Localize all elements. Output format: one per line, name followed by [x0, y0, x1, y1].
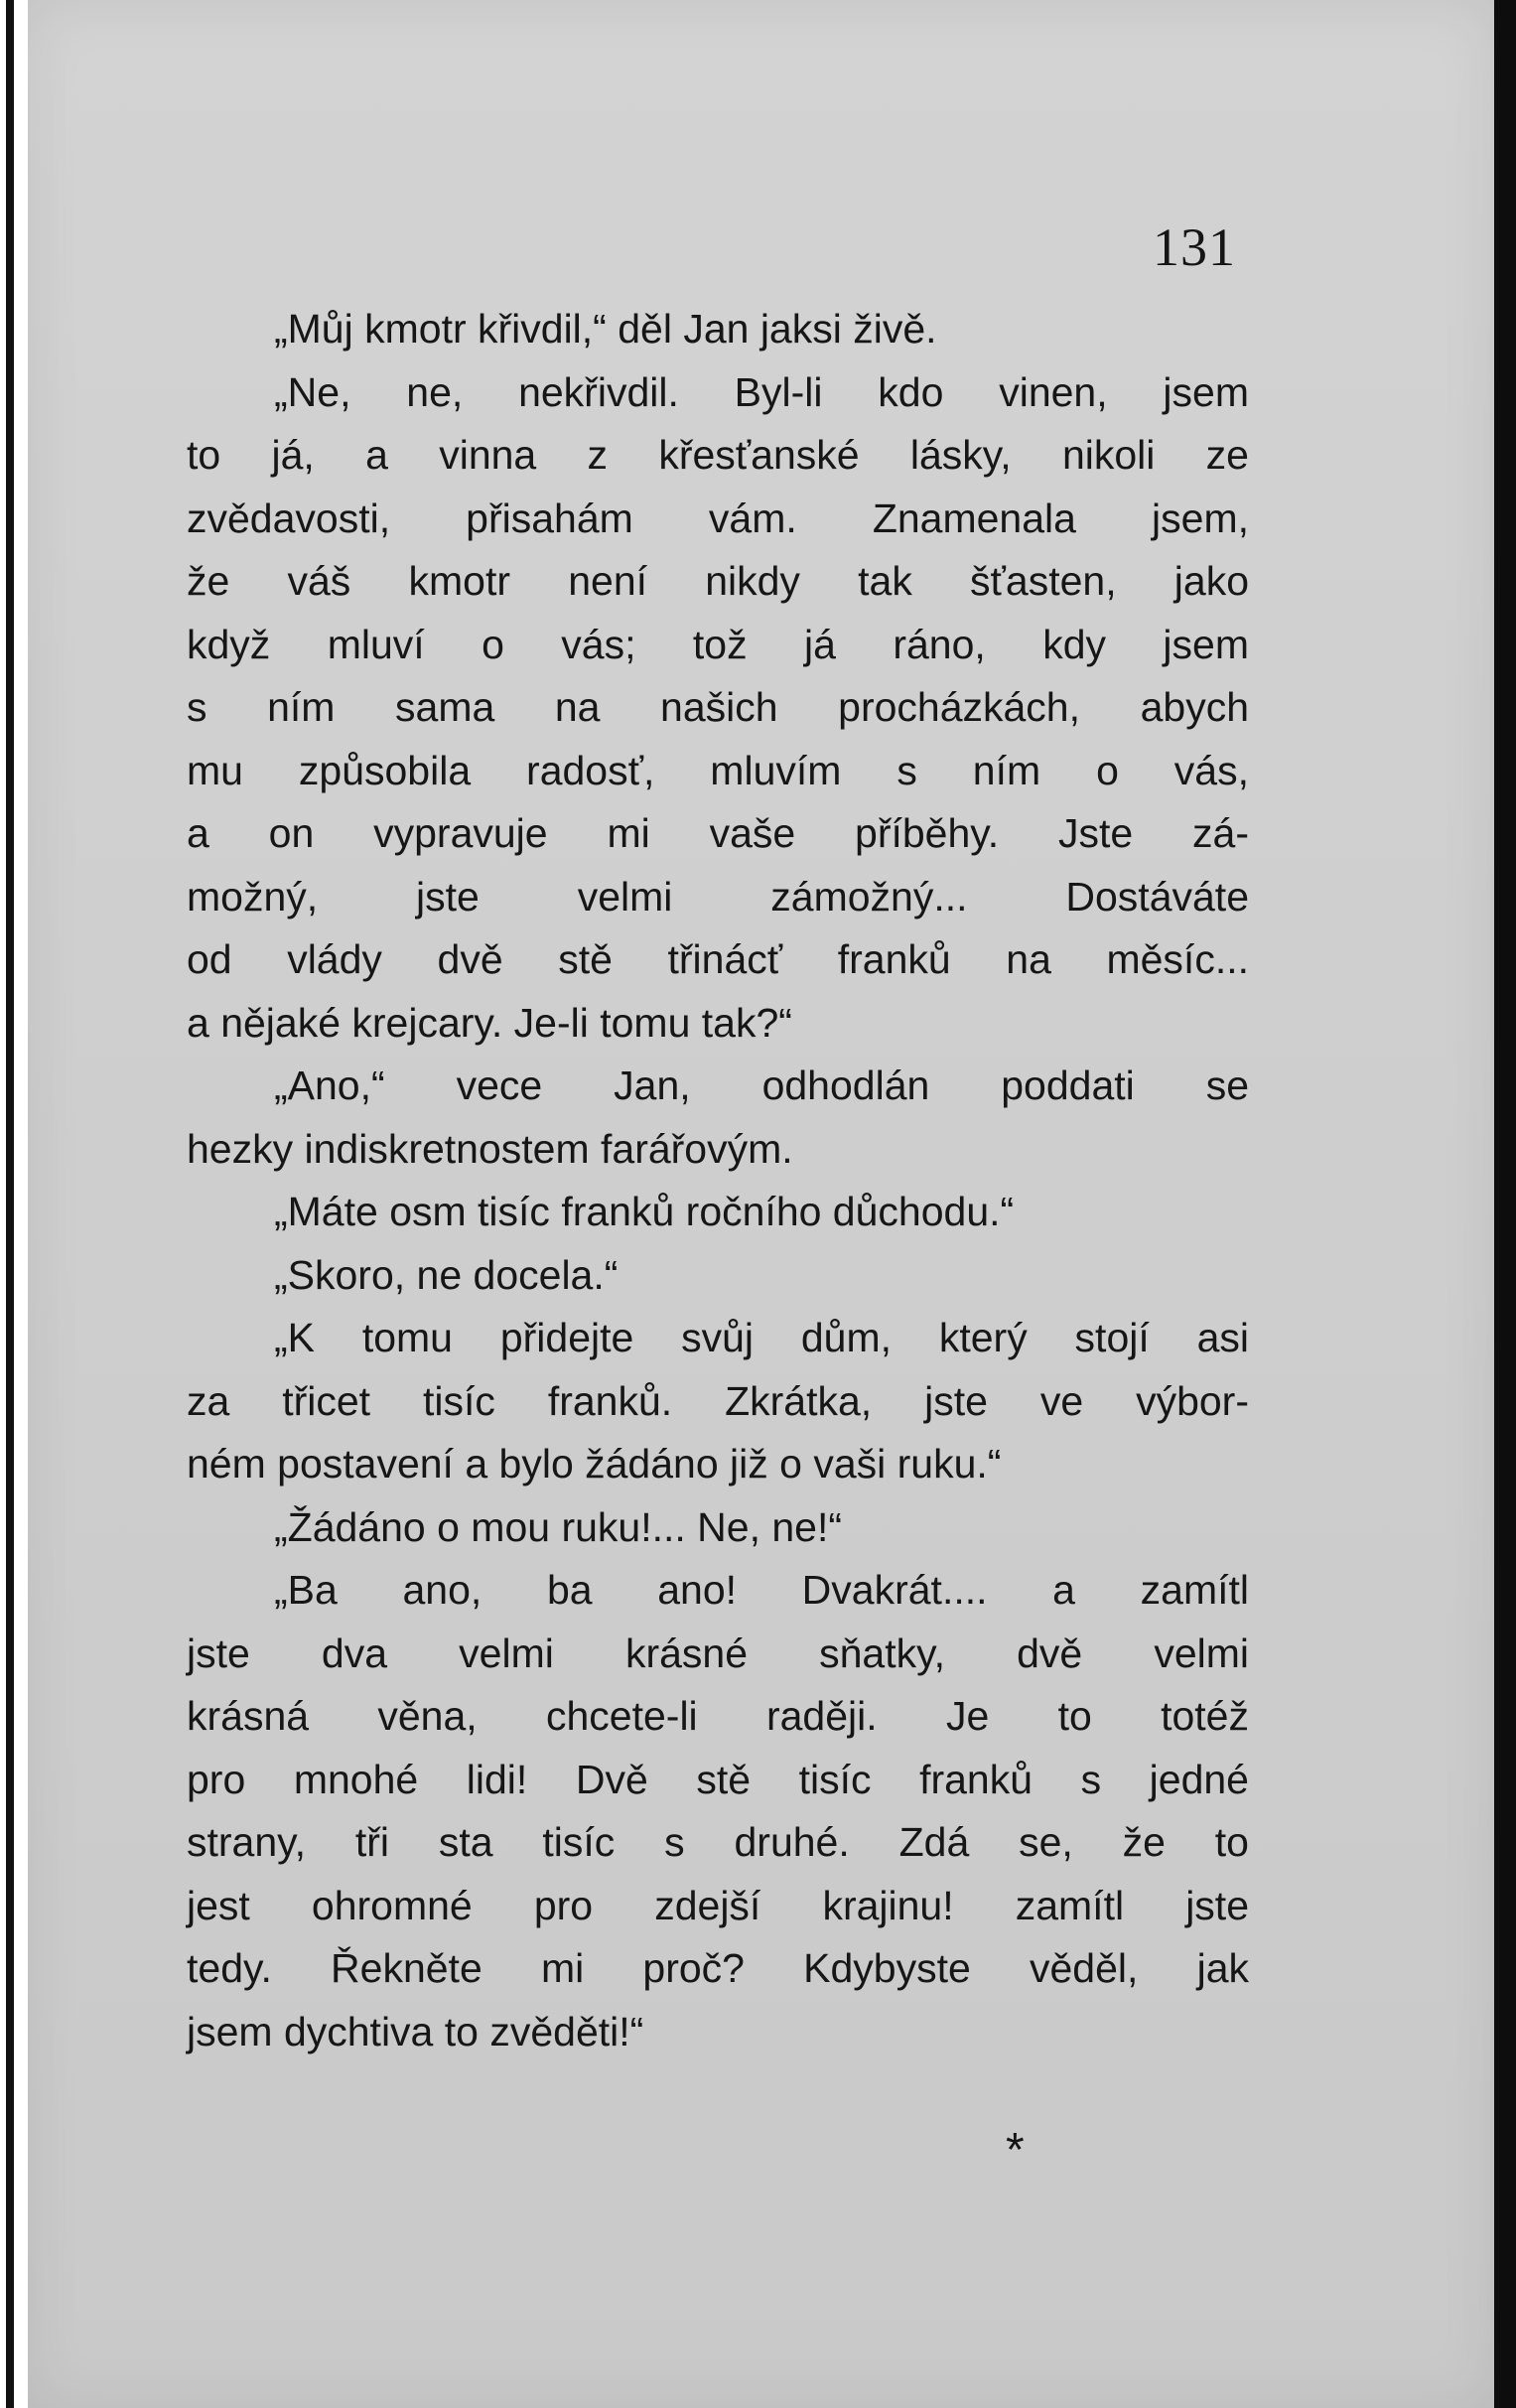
page-right-edge	[1494, 0, 1516, 2408]
text-line: že váš kmotr není nikdy tak šťasten, jako	[187, 558, 1249, 604]
text-line: strany, tři sta tisíc s druhé. Zdá se, že to	[187, 1819, 1249, 1865]
text-line: „Skoro, ne docela.“	[274, 1251, 619, 1298]
binding-edge	[6, 0, 14, 2408]
text-line: „Ba ano, ba ano! Dvakrát.... a zamítl	[274, 1567, 1249, 1613]
text-line: od vlády dvě stě třinácť franků na měsíc...	[187, 936, 1249, 982]
section-separator: *	[1006, 2124, 1025, 2177]
text-line: „Můj kmotr křivdil,“ děl Jan jaksi živě.	[274, 306, 937, 352]
book-page	[28, 0, 1494, 2408]
text-line: zvědavosti, přisahám vám. Znamenala jsem,	[187, 495, 1249, 541]
text-line: za třicet tisíc franků. Zkrátka, jste ve výbor-	[187, 1377, 1249, 1424]
text-line: „K tomu přidejte svůj dům, který stojí asi	[274, 1315, 1249, 1360]
text-line: a on vypravuje mi vaše příběhy. Jste zá-	[187, 810, 1249, 856]
page-left-margin	[0, 0, 28, 2408]
text-line: „Máte osm tisíc franků ročního důchodu.“	[274, 1189, 1015, 1234]
text-line: jste dva velmi krásné sňatky, dvě velmi	[187, 1629, 1249, 1676]
text-line: krásná věna, chcete-li raději. Je to totéž	[187, 1693, 1249, 1739]
text-line: pro mnohé lidi! Dvě stě tisíc franků s jedné	[187, 1756, 1249, 1802]
text-line: jsem dychtiva to zvěděti!“	[187, 2008, 644, 2054]
body-text	[187, 298, 1249, 2063]
text-line: „Ano,“ vece Jan, odhodlán poddati se	[274, 1062, 1249, 1108]
text-line: jest ohromné pro zdejší krajinu! zamítl jste	[187, 1882, 1249, 1928]
text-line: s ním sama na našich procházkách, abych	[187, 684, 1249, 730]
text-line: to já, a vinna z křesťanské lásky, nikoli ze	[187, 432, 1249, 478]
text-line: a nějaké krejcary. Je-li tomu tak?“	[187, 999, 792, 1046]
text-line: mu způsobila radosť, mluvím s ním o vás,	[187, 747, 1249, 793]
text-line: možný, jste velmi zámožný... Dostáváte	[187, 873, 1249, 920]
text-line: tedy. Řekněte mi proč? Kdybyste věděl, jak	[187, 1945, 1249, 1991]
text-line: hezky indiskretnostem farářovým.	[187, 1125, 793, 1172]
text-line: „Ne, ne, nekřivdil. Byl-li kdo vinen, jsem	[274, 368, 1249, 415]
text-line: když mluví o vás; tož já ráno, kdy jsem	[187, 621, 1249, 667]
page-number: 131	[1153, 217, 1236, 277]
text-line: „Žádáno o mou ruku!... Ne, ne!“	[274, 1503, 842, 1550]
text-line: ném postavení a bylo žádáno již o vaši ruku.“	[187, 1441, 1002, 1487]
